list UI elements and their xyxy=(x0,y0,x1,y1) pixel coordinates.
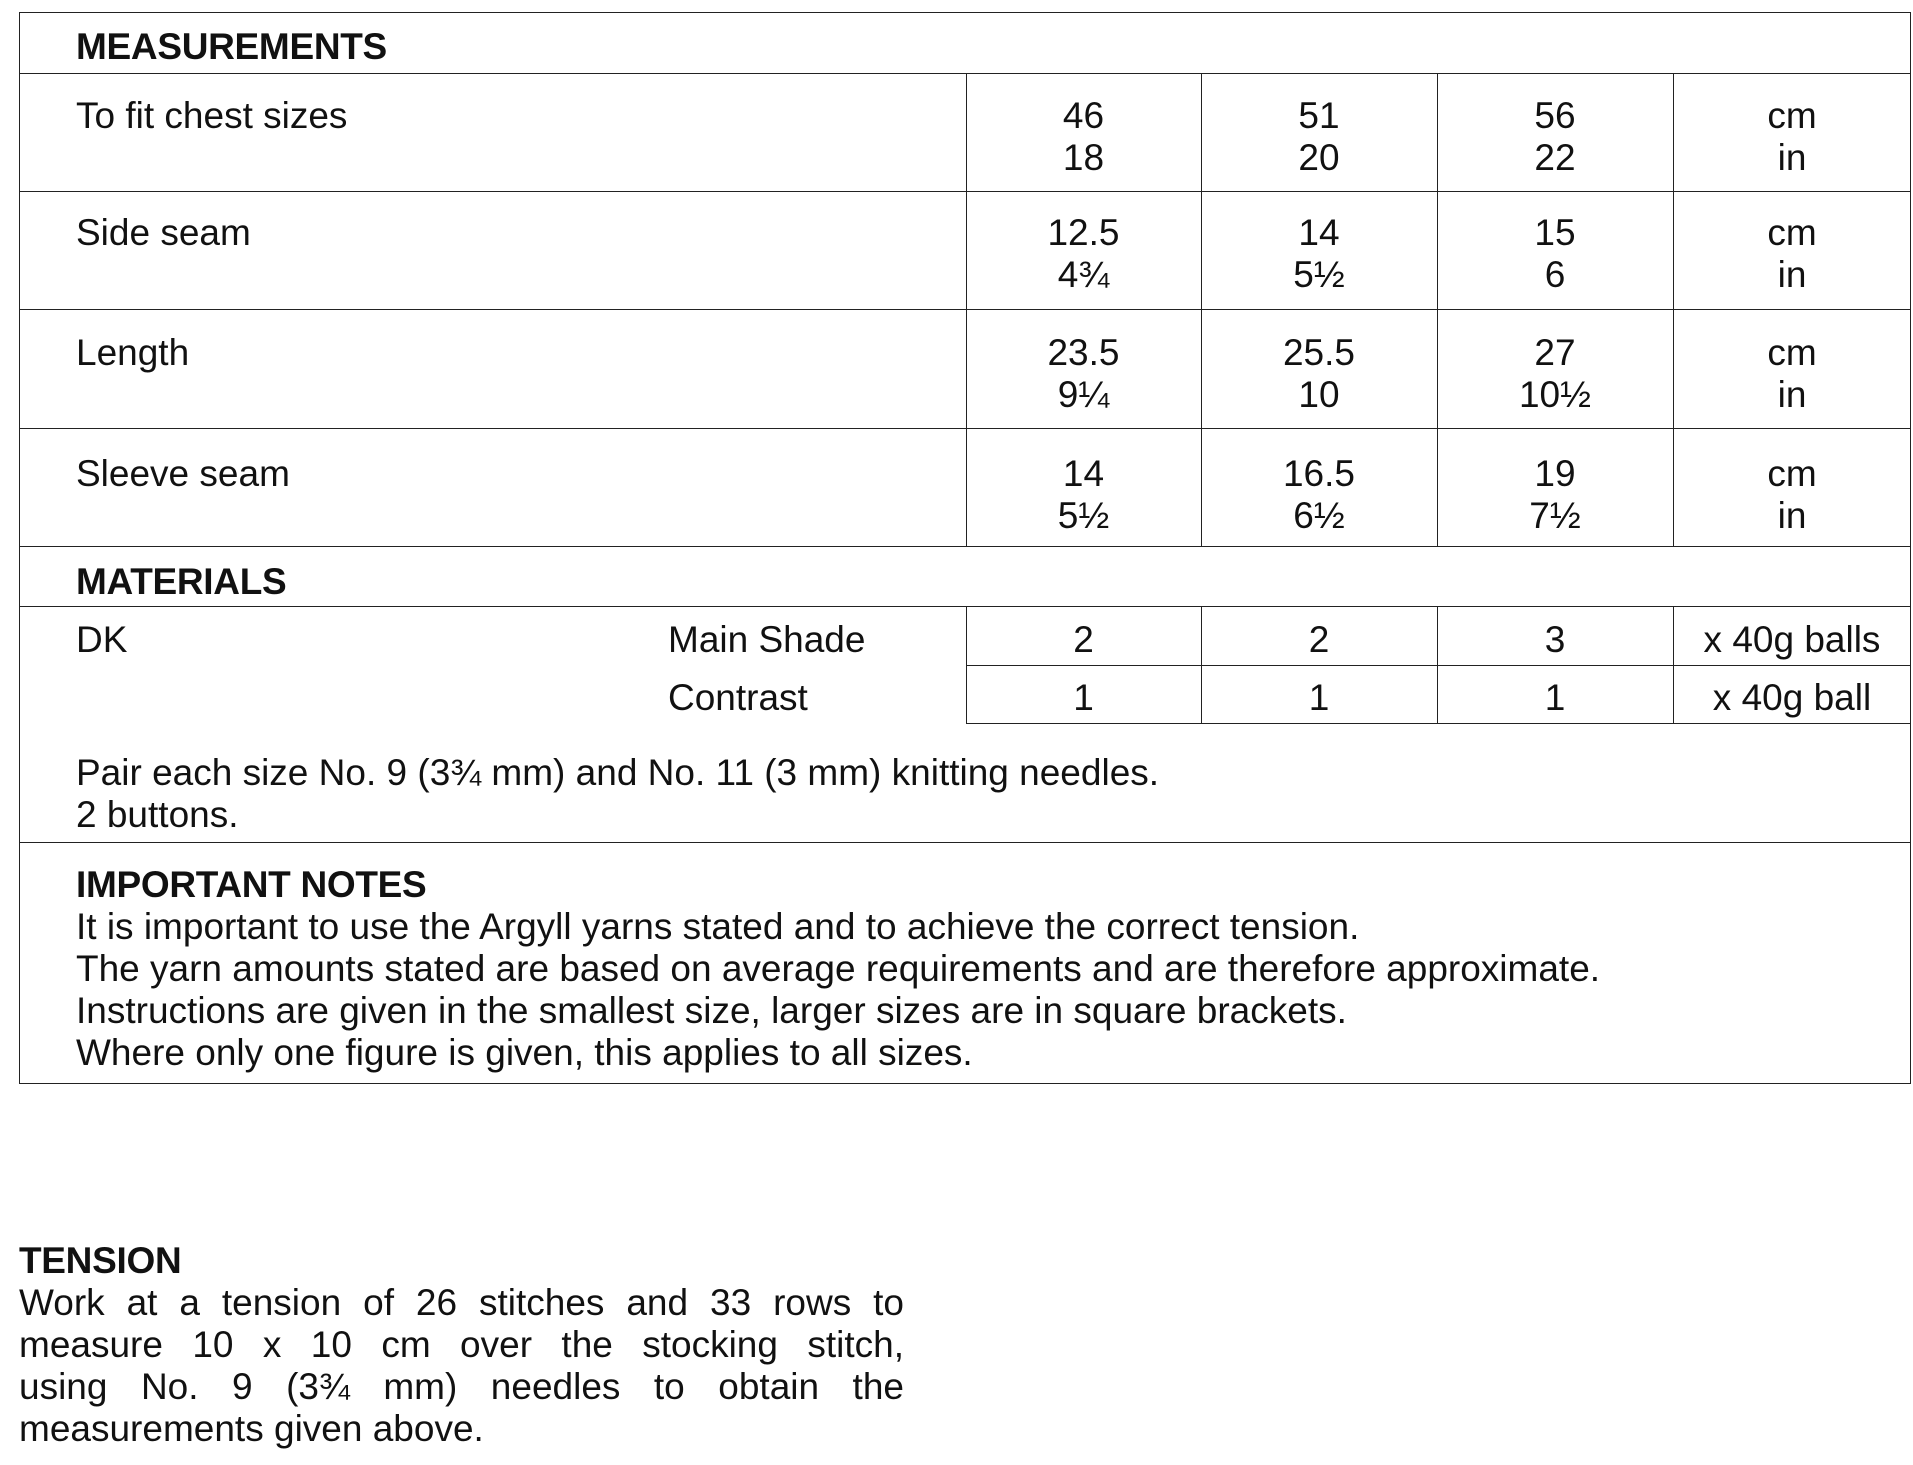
value-cell: 51 20 xyxy=(1298,95,1340,178)
tension-line: measurements given above. xyxy=(19,1408,484,1449)
row-label-sleeve-seam: Sleeve seam xyxy=(76,453,290,494)
note-line: Where only one figure is given, this applies to all sizes. xyxy=(76,1032,973,1073)
value-cell: 25.5 10 xyxy=(1282,332,1355,415)
tension-heading: TENSION xyxy=(19,1240,182,1281)
yarn-unit-cell: x 40g ball xyxy=(1712,677,1872,718)
rule-under-measurements-title xyxy=(19,73,1911,74)
yarn-qty-cell: 2 xyxy=(1073,619,1094,660)
rule-between-shades xyxy=(966,665,1911,666)
value-cell: 15 6 xyxy=(1534,212,1576,295)
yarn-qty-cell: 1 xyxy=(1073,677,1094,718)
value-cell: 14 5½ xyxy=(1293,212,1345,295)
yarn-qty-cell: 2 xyxy=(1308,619,1330,660)
rule-row-3 xyxy=(19,428,1911,429)
value-cell: 23.5 9¼ xyxy=(1047,332,1120,415)
value-cell: 19 7½ xyxy=(1529,453,1581,536)
tension-line: Work at a tension of 26 stitches and 33 rows to xyxy=(19,1282,904,1323)
rule-under-materials-title xyxy=(19,606,1911,607)
unit-cell: cm in xyxy=(1767,95,1817,178)
value-cell: 16.5 6½ xyxy=(1282,453,1355,536)
yarn-qty-cell: 1 xyxy=(1308,677,1330,718)
value-cell: 27 10½ xyxy=(1518,332,1591,415)
rule-row-1 xyxy=(19,191,1911,192)
rule-under-shades xyxy=(966,723,1911,724)
needles-note: Pair each size No. 9 (3¾ mm) and No. 11 (3 mm) knitting needles. xyxy=(76,752,1160,793)
yarn-type: DK xyxy=(76,619,128,660)
value-cell: 14 5½ xyxy=(1057,453,1110,536)
row-label-chest: To fit chest sizes xyxy=(76,95,348,136)
yarn-unit-cell: x 40g balls xyxy=(1703,619,1881,660)
value-cell: 46 18 xyxy=(1062,95,1105,178)
important-notes-body xyxy=(76,906,1600,1074)
note-line: The yarn amounts stated are based on average requirements and are therefore approximate. xyxy=(76,948,1601,989)
rule-row-2 xyxy=(19,309,1911,310)
tension-line: using No. 9 (3¾ mm) needles to obtain the xyxy=(19,1366,904,1407)
tension-body xyxy=(19,1282,904,1450)
yarn-qty-cell: 1 xyxy=(1544,677,1566,718)
rule-above-notes xyxy=(19,842,1911,843)
shade-label-main: Main Shade xyxy=(668,619,866,660)
rule-row-4 xyxy=(19,546,1911,547)
unit-cell: cm in xyxy=(1767,332,1817,415)
unit-cell: cm in xyxy=(1767,453,1817,536)
value-cell: 56 22 xyxy=(1534,95,1576,178)
row-label-side-seam: Side seam xyxy=(76,212,251,253)
yarn-qty-cell: 3 xyxy=(1544,619,1566,660)
materials-notes xyxy=(76,752,1159,836)
measurements-heading: MEASUREMENTS xyxy=(76,26,387,67)
note-line: It is important to use the Argyll yarns stated and to achieve the correct tension. xyxy=(76,906,1360,947)
tension-line: measure 10 x 10 cm over the stocking stitch, xyxy=(19,1324,904,1365)
materials-heading: MATERIALS xyxy=(76,561,287,602)
unit-cell: cm in xyxy=(1767,212,1817,295)
shade-label-contrast: Contrast xyxy=(668,677,808,718)
buttons-note: 2 buttons. xyxy=(76,794,239,835)
value-cell: 12.5 4¾ xyxy=(1047,212,1120,295)
note-line: Instructions are given in the smallest size, larger sizes are in square brackets. xyxy=(76,990,1347,1031)
row-label-length: Length xyxy=(76,332,190,373)
important-notes-heading: IMPORTANT NOTES xyxy=(76,864,427,905)
